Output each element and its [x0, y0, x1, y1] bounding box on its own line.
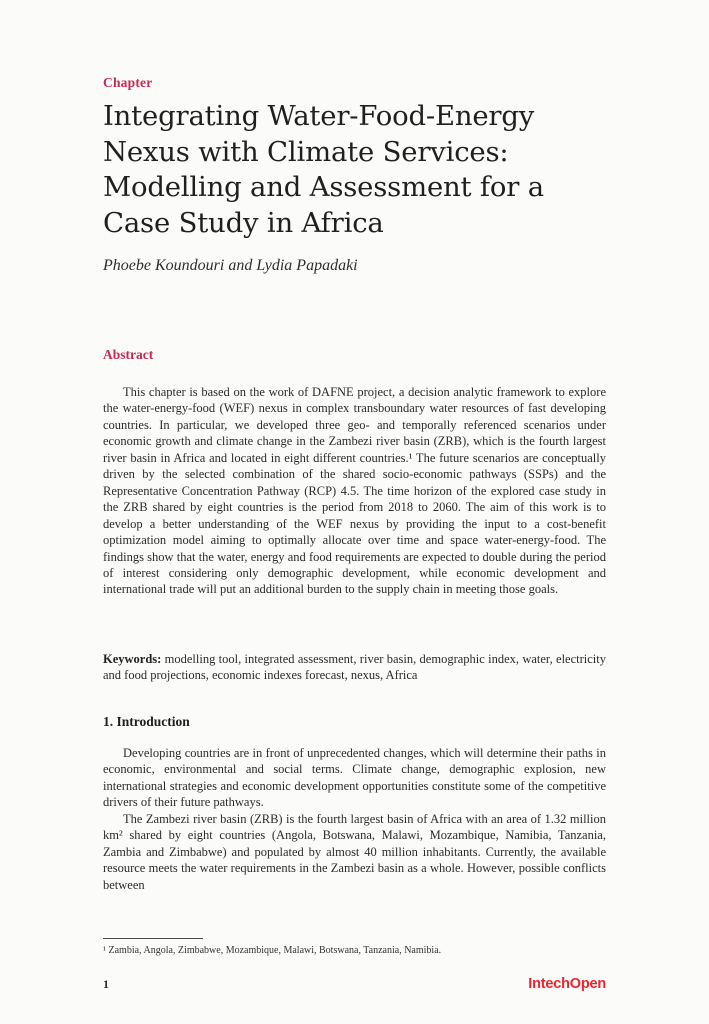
introduction-paragraph-2: The Zambezi river basin (ZRB) is the fourth largest basin of Africa with an area of 1.32 million km² shared by eight countries (Angola, Botswana, Malawi, Mozambique, Namibia, Tanzania, Zambia and Zimbabwe) and populated by almost 40 million inhabitants. Currently, the available resource meets the water requirements in the Zambezi basin as a whole. However, possible conflicts between: [103, 811, 606, 892]
chapter-kicker: Chapter: [103, 75, 153, 90]
chapter-title-line-4: Case Study in Africa: [103, 206, 384, 239]
introduction-body: [103, 745, 606, 893]
introduction-heading: 1. Introduction: [103, 714, 190, 729]
introduction-paragraph-1: Developing countries are in front of unprecedented changes, which will determine their paths in economic, environmental and social terms. Climate change, demographic explosion, new international strategies and economic development opportunities constitute some of the competitive drivers of their future pathways.: [103, 746, 606, 810]
page-number: 1: [103, 977, 109, 991]
abstract-paragraph: This chapter is based on the work of DAFNE project, a decision analytic framework to explore the water-energy-food (WEF) nexus in complex transboundary water resources of fast developing countries. In particular, we developed three geo- and temporally referenced scenarios under economic growth and climate change in the Zambezi river basin (ZRB), which is the fourth largest river basin in Africa and located in eight different countries.¹ The future scenarios are conceptually driven by the selected combination of the shared socio-economic pathways (SSPs) and the Representative Concentration Pathway (RCP) 4.5. The time horizon of the explored case study in the ZRB shared by eight countries is the period from 2018 to 2060. The aim of this work is to develop a better understanding of the WEF nexus by providing the input to a cost-benefit optimization model aiming to optimally allocate over time and space water-energy-food. The findings show that the water, energy and food requirements are expected to double during the period of interest considering only demographic development, while economic development and international trade will put an additional burden to the supply chain in meeting those goals.: [103, 385, 606, 597]
intechopen-logo: IntechOpen: [528, 976, 606, 992]
keywords-line: [103, 651, 606, 684]
chapter-title-line-3: Modelling and Assessment for a: [103, 171, 544, 203]
footnote-text: ¹ Zambia, Angola, Zimbabwe, Mozambique, Malawi, Botswana, Tanzania, Namibia.: [103, 945, 442, 956]
chapter-title-line-2: Nexus with Climate Services:: [103, 135, 509, 168]
abstract-heading: Abstract: [103, 347, 154, 362]
chapter-title: [103, 99, 606, 241]
keywords-text: modelling tool, integrated assessment, river basin, demographic index, water, electricity and food projections, economic indexes forecast, nexus, Africa: [103, 652, 606, 683]
chapter-title-line-1: Integrating Water-Food-Energy: [103, 100, 535, 132]
authors-line: Phoebe Koundouri and Lydia Papadaki: [103, 257, 358, 274]
footnote-divider: [103, 938, 203, 939]
keywords-label: Keywords:: [103, 652, 162, 666]
